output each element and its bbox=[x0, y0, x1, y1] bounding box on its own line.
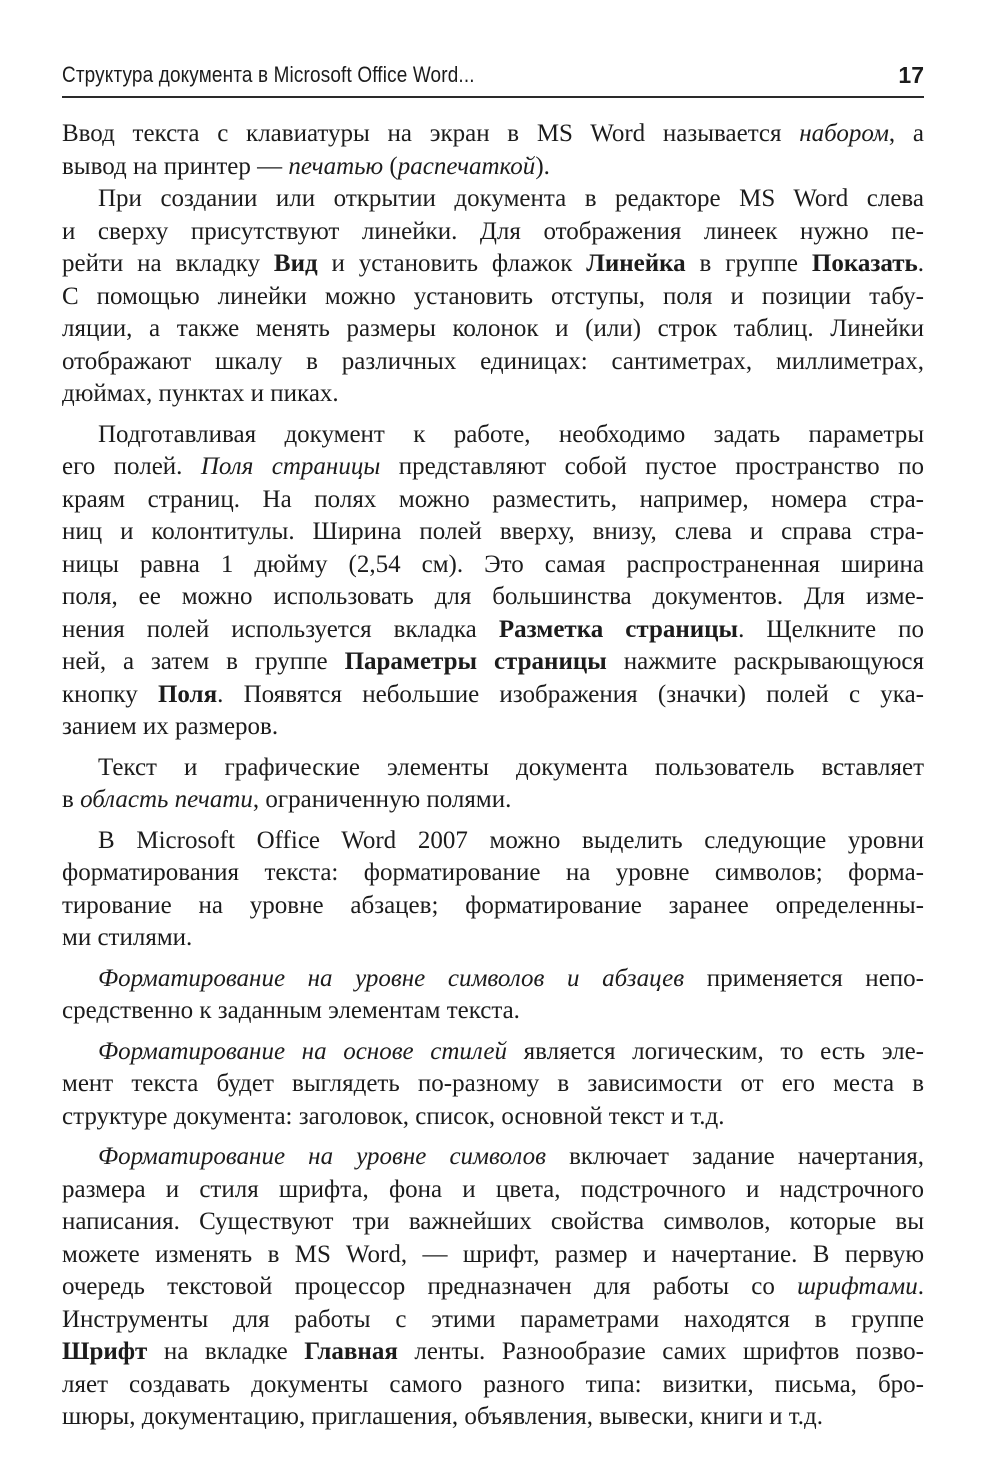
text-run: ). bbox=[535, 152, 550, 180]
paragraph-gap bbox=[62, 817, 924, 825]
text-line bbox=[62, 995, 924, 1028]
text-line bbox=[62, 281, 924, 314]
italic-term: шрифтами bbox=[797, 1273, 918, 1300]
text-line bbox=[62, 378, 924, 411]
text-run: ( bbox=[383, 152, 398, 180]
text-line bbox=[62, 614, 924, 647]
bold-term: Линейка bbox=[586, 250, 686, 277]
text-line bbox=[62, 711, 924, 744]
text-line bbox=[62, 419, 924, 452]
text-run: ницы равна 1 дюйму (2,54 см). Это самая распространенная ширина bbox=[62, 550, 924, 578]
paragraph-gap bbox=[62, 1133, 924, 1141]
text-run: форматирования текста: форматирование на уровне символов; форма- bbox=[62, 859, 924, 886]
italic-term: Форматирование на основе стилей bbox=[98, 1037, 508, 1065]
text-line bbox=[62, 922, 924, 955]
italic-term: область печати bbox=[80, 786, 253, 813]
text-run: структуре документа: заголовок, список, основной текст и т.д. bbox=[62, 1102, 725, 1130]
text-line bbox=[62, 248, 924, 281]
text-line bbox=[62, 825, 924, 858]
text-line bbox=[62, 1271, 924, 1304]
paragraph bbox=[62, 1036, 924, 1134]
text-run: размера и стиля шрифта, фона и цвета, подстрочного и надстрочного bbox=[62, 1175, 924, 1203]
text-run: ней, а затем в группе bbox=[62, 648, 345, 675]
text-line bbox=[62, 346, 924, 379]
text-line bbox=[62, 1239, 924, 1272]
text-run: дюймах, пунктах и пиках. bbox=[62, 380, 339, 407]
text-run: кнопку bbox=[62, 680, 158, 708]
text-run: в bbox=[62, 786, 81, 813]
text-line bbox=[62, 216, 924, 249]
italic-term: печатью bbox=[288, 152, 384, 180]
text-line bbox=[62, 1369, 924, 1402]
text-line bbox=[62, 646, 924, 679]
bold-term: Показать bbox=[811, 250, 918, 277]
text-line bbox=[62, 484, 924, 517]
text-run: представляют собой пустое пространство по bbox=[380, 453, 925, 480]
text-run: его полей. bbox=[62, 453, 201, 480]
text-run: средственно к заданным элементам текста. bbox=[62, 997, 520, 1024]
text-run: ляет создавать документы самого разного типа: визитки, письма, бро- bbox=[62, 1370, 924, 1398]
paragraph bbox=[62, 118, 924, 183]
text-run: . bbox=[917, 250, 924, 277]
text-run: ниц и колонтитулы. Ширина полей вверху, внизу, слева и справа стра- bbox=[62, 518, 924, 545]
italic-term: набором bbox=[799, 120, 889, 147]
text-run: является логическим, то есть эле- bbox=[507, 1037, 925, 1065]
text-run: вывод на принтер — bbox=[62, 152, 289, 180]
italic-term: Форматирование на уровне символов и абзацев bbox=[98, 964, 685, 992]
text-run: можете изменять в MS Word, — шрифт, размер и начертание. В первую bbox=[62, 1240, 924, 1268]
text-line bbox=[62, 1401, 924, 1434]
text-run: . bbox=[917, 1273, 924, 1300]
text-line bbox=[62, 963, 924, 996]
text-run: С помощью линейки можно установить отступы, поля и позиции табу- bbox=[62, 282, 924, 310]
text-run: шюры, документацию, приглашения, объявления, вывески, книги и т.д. bbox=[62, 1403, 823, 1430]
text-run: написания. Существуют три важнейших свойства символов, которые вы bbox=[62, 1208, 924, 1235]
text-run: нения полей используется вкладка bbox=[62, 615, 499, 643]
running-header bbox=[62, 56, 924, 98]
text-line bbox=[62, 857, 924, 890]
text-run: Текст и графические элементы документа пользователь вставляет bbox=[98, 753, 924, 781]
text-run: краям страниц. На полях можно разместить, например, номера стра- bbox=[62, 485, 924, 513]
text-line bbox=[62, 516, 924, 549]
text-line bbox=[62, 549, 924, 582]
text-run: и сверху присутствуют линейки. Для отображения линеек нужно пе- bbox=[62, 217, 924, 245]
text-run: включает задание начертания, bbox=[545, 1143, 924, 1170]
text-run: ляции, а также менять размеры колонок и (или) строк таблиц. Линейки bbox=[62, 315, 924, 342]
text-line bbox=[62, 118, 924, 151]
body-text bbox=[62, 118, 924, 1434]
paragraph-gap bbox=[62, 955, 924, 963]
bold-term: Главная bbox=[304, 1338, 398, 1365]
text-line bbox=[62, 1304, 924, 1337]
paragraph bbox=[62, 825, 924, 955]
italic-term: Форматирование на уровне символов bbox=[98, 1143, 546, 1170]
paragraph-gap bbox=[62, 411, 924, 419]
text-run: В Microsoft Office Word 2007 можно выделить следующие уровни bbox=[98, 826, 924, 854]
text-line bbox=[62, 1336, 924, 1369]
text-run: ми стилями. bbox=[62, 924, 193, 951]
bold-term: Вид bbox=[273, 250, 318, 277]
text-run: и установить флажок bbox=[317, 250, 587, 277]
text-run: Инструменты для работы с этими параметрами находятся в группе bbox=[62, 1305, 924, 1333]
italic-term: распечаткой bbox=[397, 152, 536, 180]
text-line bbox=[62, 784, 924, 817]
text-line bbox=[62, 1036, 924, 1069]
text-run: . Появятся небольшие изображения (значки) полей с ука- bbox=[217, 680, 924, 708]
italic-term: Поля страницы bbox=[200, 453, 381, 480]
text-line bbox=[62, 890, 924, 923]
paragraph-gap bbox=[62, 744, 924, 752]
bold-term: Параметры страницы bbox=[344, 648, 607, 675]
text-line bbox=[62, 1141, 924, 1174]
text-run: тирование на уровне абзацев; форматирование заранее определенны- bbox=[62, 891, 924, 919]
text-line bbox=[62, 1174, 924, 1207]
paragraph bbox=[62, 183, 924, 411]
text-run: на вкладке bbox=[147, 1338, 305, 1365]
text-run: в группе bbox=[685, 250, 812, 277]
text-line bbox=[62, 1206, 924, 1239]
text-run: Ввод текста с клавиатуры на экран в MS Word называется bbox=[62, 120, 800, 147]
text-run: рейти на вкладку bbox=[62, 250, 274, 277]
paragraph-gap bbox=[62, 1028, 924, 1036]
bold-term: Поля bbox=[157, 680, 218, 708]
text-run: применяется непо- bbox=[684, 964, 924, 992]
text-line bbox=[62, 581, 924, 614]
text-run: отображают шкалу в различных единицах: сантиметрах, миллиметрах, bbox=[62, 347, 924, 375]
text-line bbox=[62, 1101, 924, 1134]
text-run: . Щелкните по bbox=[738, 615, 924, 643]
paragraph bbox=[62, 752, 924, 817]
text-line bbox=[62, 151, 924, 184]
text-line bbox=[62, 183, 924, 216]
text-run: , ограниченную полями. bbox=[252, 786, 512, 813]
bold-term: Шрифт bbox=[62, 1338, 148, 1365]
text-line bbox=[62, 451, 924, 484]
text-run: мент текста будет выглядеть по-разному в зависимости от его места в bbox=[62, 1070, 924, 1097]
text-line bbox=[62, 313, 924, 346]
page-number: 17 bbox=[898, 62, 924, 88]
text-run: поля, ее можно использовать для большинства документов. Для изме- bbox=[62, 583, 924, 610]
text-line bbox=[62, 752, 924, 785]
running-title: Структура документа в Microsoft Office Word... bbox=[62, 62, 475, 87]
text-line bbox=[62, 679, 924, 712]
bold-term: Разметка страницы bbox=[498, 615, 739, 643]
paragraph bbox=[62, 963, 924, 1028]
text-line bbox=[62, 1068, 924, 1101]
text-run: Подготавливая документ к работе, необходимо задать параметры bbox=[98, 420, 924, 448]
text-run: нажмите раскрывающуюся bbox=[606, 648, 925, 675]
paragraph bbox=[62, 1141, 924, 1434]
text-run: очередь текстовой процессор предназначен для работы со bbox=[62, 1273, 798, 1300]
paragraph bbox=[62, 419, 924, 744]
text-run: При создании или открытии документа в редакторе MS Word слева bbox=[98, 185, 924, 212]
text-run: , а bbox=[888, 120, 924, 147]
text-run: занием их размеров. bbox=[62, 713, 279, 740]
text-run: ленты. Разнообразие самих шрифтов позво- bbox=[397, 1338, 925, 1365]
